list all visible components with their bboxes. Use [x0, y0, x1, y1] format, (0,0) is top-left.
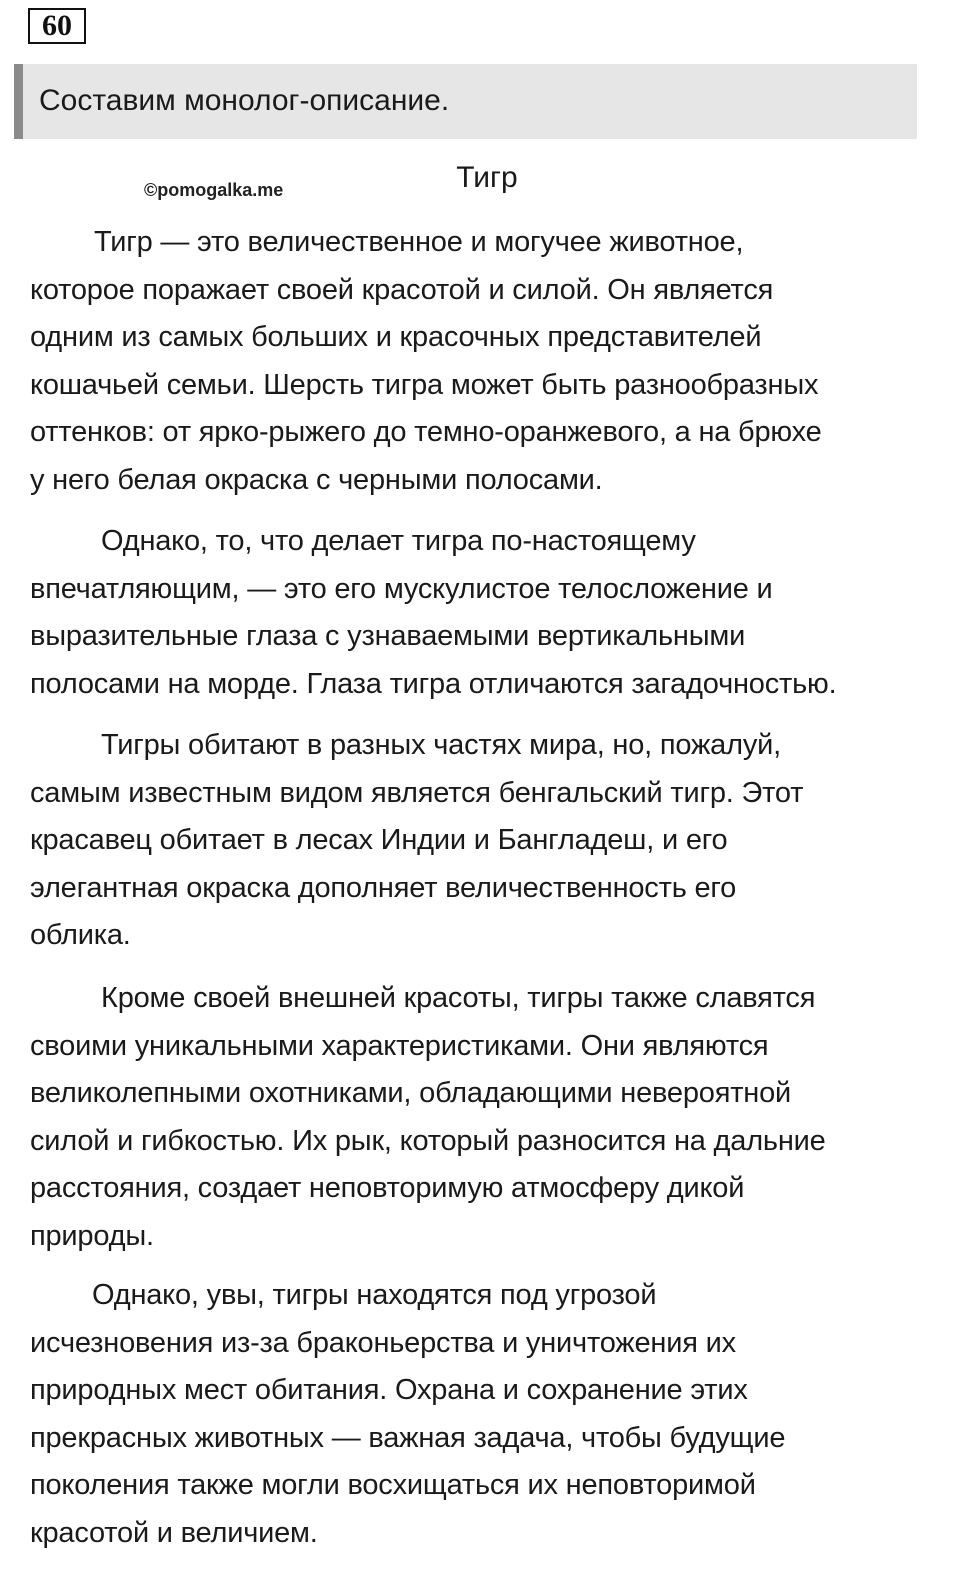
text-line: Однако, то, что делает тигра по-настоящему — [101, 525, 696, 557]
text-line: впечатляющим, — это его мускулистое телосложение и — [30, 572, 773, 605]
text-line: одним из самых больших и красочных представителей — [30, 321, 762, 354]
text-line: облика. — [30, 919, 131, 952]
paragraph-3 — [30, 722, 942, 960]
exercise-number: 60 — [28, 8, 86, 44]
text-line: природы. — [30, 1219, 154, 1252]
text-line: полосами на морде. Глаза тигра отличаются загадочностью. — [30, 667, 837, 700]
text-line: природных мест обитания. Охрана и сохранение этих — [30, 1374, 748, 1407]
text-line: красотой и величием. — [30, 1516, 318, 1549]
text-line: оттенков: от ярко-рыжего до темно-оранжевого, а на брюхе — [30, 416, 822, 449]
watermark: ©pomogalka.me — [144, 180, 284, 200]
text-line: которое поражает своей красотой и силой. Он является — [30, 273, 774, 306]
text-line: великолепными охотниками, обладающими невероятной — [30, 1077, 792, 1110]
text-title: Тигр — [456, 161, 518, 194]
text-line: исчезновения из-за браконьерства и уничтожения их — [30, 1326, 736, 1359]
task-banner — [14, 64, 917, 139]
text-line: своими уникальными характеристиками. Они являются — [30, 1029, 769, 1062]
paragraph-1 — [30, 219, 942, 505]
paragraph-5 — [30, 1272, 942, 1558]
text-line: Тигр — это величественное и могучее животное, — [94, 226, 744, 258]
text-line: расстояния, создает неповторимую атмосферу дикой — [30, 1172, 745, 1205]
text-line: красавец обитает в лесах Индии и Бангладеш, и его — [30, 824, 728, 857]
text-line: самым известным видом является бенгальский тигр. Этот — [30, 776, 804, 809]
text-line: поколения также могли восхищаться их неповторимой — [30, 1469, 756, 1502]
task-text: Составим монолог-описание. — [39, 84, 450, 117]
text-line: элегантная окраска дополняет величественность его — [30, 871, 737, 904]
text-line: прекрасных животных — важная задача, чтобы будущие — [30, 1421, 786, 1454]
text-line: у него белая окраска с черными полосами. — [30, 463, 603, 496]
text-line: выразительные глаза с узнаваемыми вертикальными — [30, 620, 746, 653]
text-line: Тигры обитают в разных частях мира, но, пожалуй, — [101, 729, 781, 761]
text-line: Кроме своей внешней красоты, тигры также славятся — [101, 982, 816, 1014]
text-line: силой и гибкостью. Их рык, который разносится на дальние — [30, 1124, 826, 1157]
text-line: Однако, увы, тигры находятся под угрозой — [92, 1279, 657, 1311]
paragraph-2 — [30, 518, 942, 708]
paragraph-4 — [30, 975, 942, 1261]
text-line: кошачьей семьи. Шерсть тигра может быть разнообразных — [30, 368, 819, 401]
